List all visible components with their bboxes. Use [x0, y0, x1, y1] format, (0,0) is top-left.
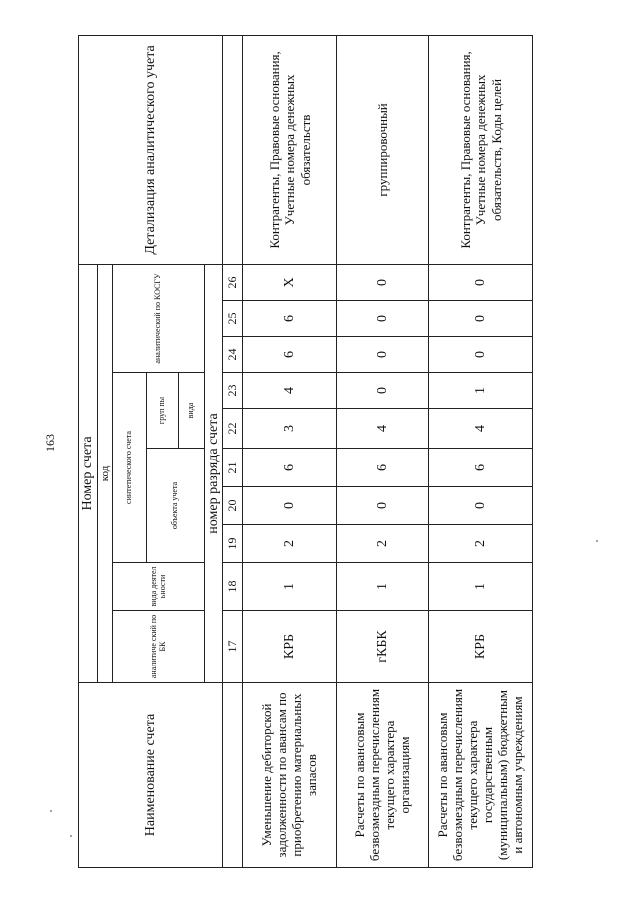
row-object-digit-2: 0 — [243, 487, 337, 525]
row-kosgu-1: 6 — [243, 337, 337, 373]
column-number-25: 25 — [223, 301, 243, 337]
row-account-name: Расчеты по авансовым безвозмездным перечислениям текущего характера государственным (муниципальным) бюджетным и автономным учреждениям — [429, 683, 533, 868]
table-row — [243, 35, 337, 867]
row-activity: 1 — [337, 563, 429, 611]
scan-speck — [70, 835, 72, 837]
row-kind: 4 — [243, 373, 337, 409]
row-account-name: Расчеты по авансовым безвозмездным перечислениям текущего характера организациям — [337, 683, 429, 868]
table-row — [337, 35, 429, 867]
column-number-22: 22 — [223, 409, 243, 449]
row-detail: Контрагенты, Правовые основания, Учетные номера денежных обязательств — [243, 35, 337, 264]
row-code: КРБ — [429, 611, 533, 683]
header-account-name: Наименование счета — [79, 683, 223, 868]
row-kind: 0 — [337, 373, 429, 409]
header-kind: вида — [179, 373, 205, 449]
row-object-digit-1: 2 — [429, 525, 533, 563]
column-number-23: 23 — [223, 373, 243, 409]
account-table — [78, 35, 533, 868]
row-kosgu-3: 0 — [429, 264, 533, 300]
row-object-digit-2: 0 — [337, 487, 429, 525]
row-activity: 1 — [429, 563, 533, 611]
row-activity: 1 — [243, 563, 337, 611]
row-account-name: Уменьшение дебиторской задолженности по авансам по приобретению материальных запасов — [243, 683, 337, 868]
account-table-frame — [78, 36, 532, 868]
row-code: КРБ — [243, 611, 337, 683]
row-object-digit-2: 0 — [429, 487, 533, 525]
row-object-digit-3: 6 — [243, 449, 337, 487]
scan-speck — [596, 540, 598, 542]
row-object-digit-3: 6 — [429, 449, 533, 487]
row-detail: группировочный — [337, 35, 429, 264]
header-detail: Детализация аналитического учета — [79, 35, 223, 264]
row-kosgu-2: 6 — [243, 301, 337, 337]
row-kosgu-1: 0 — [337, 337, 429, 373]
row-group: 4 — [337, 409, 429, 449]
header-synthetic: синтетического счета — [113, 373, 147, 563]
column-number-17: 17 — [223, 611, 243, 683]
row-object-digit-1: 2 — [243, 525, 337, 563]
header-group: груп пы — [147, 373, 179, 449]
row-kosgu-3: 0 — [337, 264, 429, 300]
header-analytic-kosgu: аналитический по КОСГУ — [113, 264, 205, 372]
header-activity-type: вида деятел ьности — [113, 563, 205, 611]
header-code: код — [98, 264, 113, 682]
row-kind: 1 — [429, 373, 533, 409]
column-number-blank — [223, 683, 243, 868]
table-row — [429, 35, 533, 867]
column-number-21: 21 — [223, 449, 243, 487]
row-object-digit-1: 2 — [337, 525, 429, 563]
header-digit-number: номер разряда счета — [205, 264, 223, 682]
scan-speck — [50, 810, 52, 812]
header-accounting-object: объекта учета — [147, 449, 205, 563]
column-number-18: 18 — [223, 563, 243, 611]
column-number-24: 24 — [223, 337, 243, 373]
column-number-20: 20 — [223, 487, 243, 525]
row-kosgu-3: Х — [243, 264, 337, 300]
column-number-detail-blank — [223, 35, 243, 264]
header-account-number: Номер счета — [79, 264, 98, 682]
row-kosgu-2: 0 — [337, 301, 429, 337]
row-code: гКБК — [337, 611, 429, 683]
row-detail: Контрагенты, Правовые основания, Учетные номера денежных обязательств, Коды целей — [429, 35, 533, 264]
row-kosgu-1: 0 — [429, 337, 533, 373]
row-object-digit-3: 6 — [337, 449, 429, 487]
row-group: 4 — [429, 409, 533, 449]
header-analytic-bk: аналитиче ский по БК — [113, 611, 205, 683]
row-kosgu-2: 0 — [429, 301, 533, 337]
column-number-19: 19 — [223, 525, 243, 563]
column-number-26: 26 — [223, 264, 243, 300]
page-number: 163 — [43, 434, 57, 452]
row-group: 3 — [243, 409, 337, 449]
